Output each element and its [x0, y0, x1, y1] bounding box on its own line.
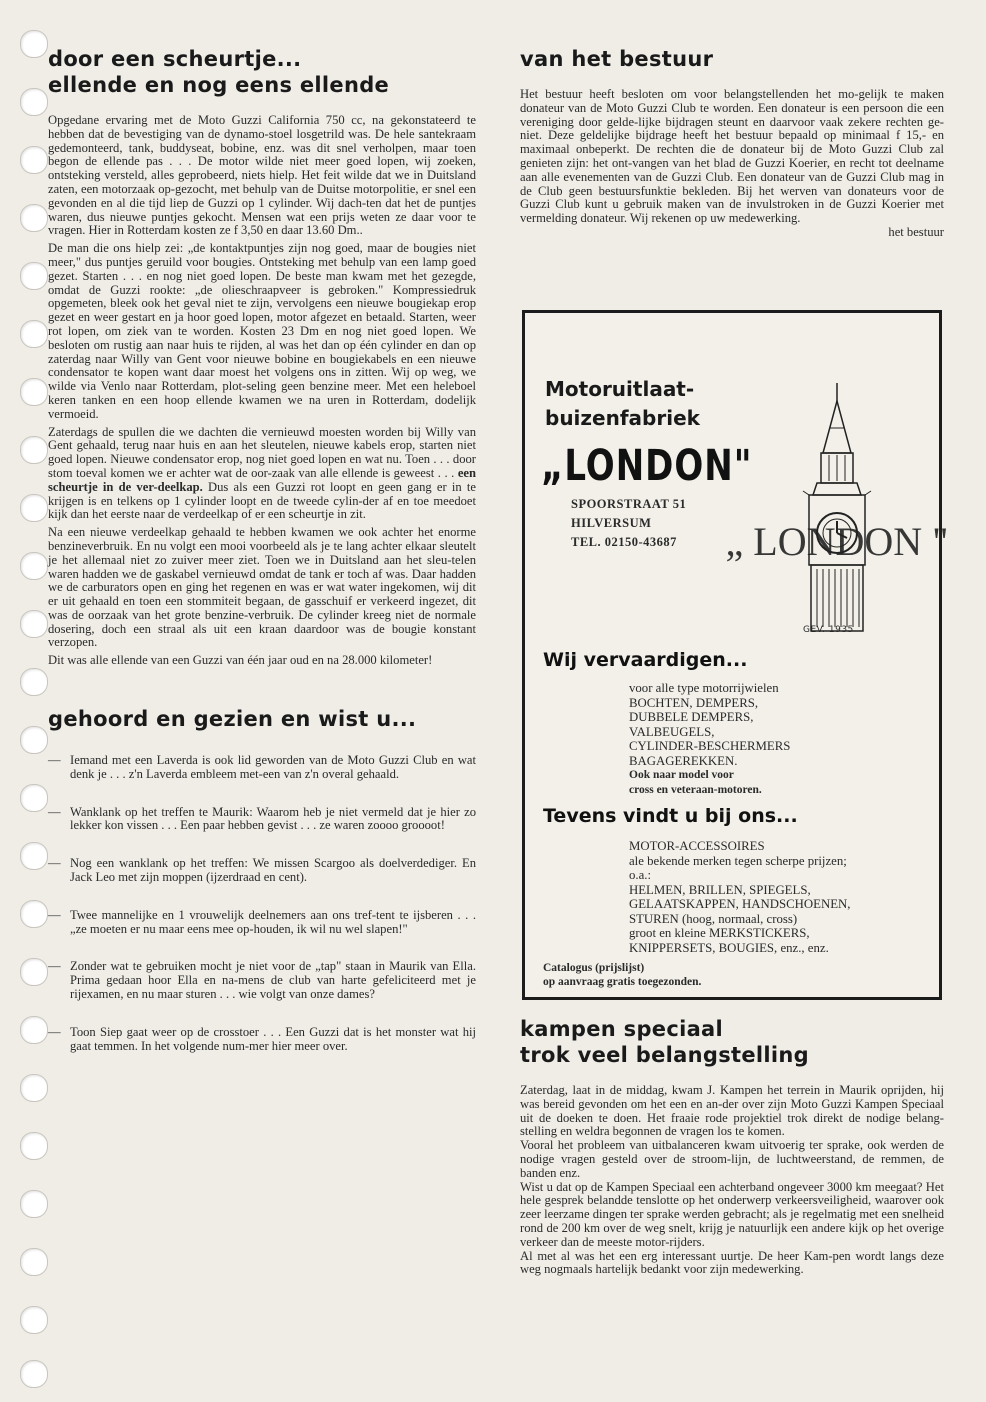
- title-line: ellende en nog eens ellende: [48, 73, 390, 97]
- paragraph: [48, 426, 476, 523]
- list-item: [48, 960, 476, 1001]
- binder-hole: [20, 610, 48, 638]
- list-item-text: Toon Siep gaat weer op de crosstoer . . . Een Guzzi dat is het monster wat hij gaat temmen. In het volgende num-mer hier meer over.: [70, 1024, 476, 1053]
- ad-list-line: o.a.:: [629, 868, 652, 882]
- binder-hole: [20, 958, 48, 986]
- binder-hole: [20, 88, 48, 116]
- list-item: [48, 806, 476, 834]
- article-kampen: [520, 1016, 944, 1277]
- paragraph: Dit was alle ellende van een Guzzi van één jaar oud en na 28.000 kilometer!: [48, 653, 433, 668]
- binder-hole: [20, 900, 48, 928]
- article-scheurtje-body: [48, 114, 476, 668]
- paragraph: Vooral het probleem van uitbalanceren kwam uitvoerig ter sprake, ook werden de nodige vragen gesteld over de stroom-lijn, de luchtweerstand, de remmen, de banden enz.: [520, 1138, 944, 1180]
- dash: —: [48, 907, 61, 922]
- article-bestuur-signature: het bestuur: [888, 224, 944, 239]
- article-kampen-body: [520, 1084, 944, 1277]
- binder-hole: [20, 842, 48, 870]
- ad-list-line: HELMEN, BRILLEN, SPIEGELS,: [629, 882, 811, 897]
- paragraph-text: Dus als een Guzzi rot loopt en geen gang er in te krijgen is en telkens op 1 cylinder loopt en de tweede cylin-der af en toe meedoet kijk dan het eerste naar de verdeelkap of er een scheurtje in zit.: [48, 479, 477, 522]
- dash: —: [48, 804, 61, 819]
- paragraph: Zaterdag, laat in de middag, kwam J. Kampen het terrein in Maurik oprijden, hij was bereid gevonden om het een en an-der over zijn Moto Guzzi Kampen Speciaal uit de doeken te doen. Het fraaie rode projektiel trok direkt de nodige belang-stelling en weldra begonnen de vragen los te komen.: [520, 1083, 944, 1139]
- binder-hole: [20, 552, 48, 580]
- binder-hole: [20, 320, 48, 348]
- ad-title-line: Motoruitlaat-: [545, 377, 695, 401]
- article-bestuur-title: van het bestuur: [520, 47, 714, 71]
- ad-list-line: DUBBELE DEMPERS,: [629, 710, 754, 724]
- paragraph: Opgedane ervaring met de Moto Guzzi California 750 cc, na gekonstateerd te hebben dat de bevestiging van de dynamo-stoel losgetrild was. De hele santekraam gedemonteerd, tank, buddyseat, bobine, enz. was dit snel verholpen, maar toen begon de ellende pas . . . De motor wilde niet meer goed lopen, wij zoeken, ontsteking versteld, alles geprobeerd, niets hielp. Het feit wilde dat we in Duitsland zaten, een motorzaak op-gezocht, met behulp van de Duitse motorpolitie, er snel een gevonden en al die tijd liep de Guzzi op 1 cylinder. Wij dach-ten dat het de puntjes waren, dus nieuwe puntjes gekocht. Mensen wat een prijs weten ze daar voor te vragen. Hier in Rotterdam kosten ze f 3,50 en daar 13.60 Dm..: [48, 113, 476, 238]
- logo-text: „ LONDON ": [725, 519, 949, 564]
- paragraph: Wist u dat op de Kampen Speciaal een achterband ongeveer 3000 km meegaat? Het hele gesprek belandde tenslotte op het onderwerp verkeersveiligheid, waarover ook zeer leerzame dingen ter sprake werden gebracht; als je regelmatig met een snelheid rond de 200 km over de weg snelt, krijg je natuurlijk een andere kijk op het overige verkeer dan de meeste motor-rijders.: [520, 1179, 944, 1249]
- binder-hole: [20, 1016, 48, 1044]
- ad-list-line: Ook naar model voor: [629, 769, 734, 781]
- ad-list-line: MOTOR-ACCESSOIRES: [629, 839, 765, 853]
- left-column: [48, 46, 476, 1077]
- list-item: [48, 857, 476, 885]
- ad-address: [571, 495, 686, 552]
- paragraph: Na een nieuwe verdeelkap gehaald te hebben kwamen we ook achter het enorme benzineverbruik. En nu volgt een mooi voorbeeld als je te lang achter elkaar sleutelt je het allemaal niet zo zuiver meer ziet. Toen we in Duitsland aan het sleu-telen waren hadden we de gaskabel vernieuwd omdat de tank er toch af was. Daar hadden we de carburators open en ging het regenen en was er wat water ingekomen, wij dit er uit gehaald en toen een stommiteit begaan, de gasschuif er verkeerd ingezet, dit was de oorzaak van het grote benzine-verbruik. De cylinder kreeg niet de normale dosering, doch een straal als uit een kraan daardoor was de bougie konstant verzopen.: [48, 525, 476, 650]
- ad-address-line: HILVERSUM: [571, 516, 652, 530]
- ad-list-line: BOCHTEN, DEMPERS,: [629, 695, 759, 710]
- dash: —: [48, 1024, 61, 1039]
- big-ben-logo-icon: [725, 383, 949, 643]
- binder-hole: [20, 1074, 48, 1102]
- list-item-text: Zonder wat te gebruiken mocht je niet voor de „tap" staan in Maurik van Ella. Prima gedaan hoor Ella en na-mens de club van harte gefeliciteerd met je rijexamen, en nu maar sturen . . . wie volgt van onze dames?: [70, 959, 476, 1002]
- binder-hole: [20, 784, 48, 812]
- ad-title: [545, 375, 765, 433]
- list-item-text: Nog een wanklank op het treffen: We missen Scargoo als doelverdediger. En Jack Leo met zijn moppen (ijzerdraad en cent).: [70, 856, 476, 885]
- article-scheurtje-title: [48, 46, 476, 98]
- gehoord-list: [48, 754, 476, 1053]
- ad-catalog-line: Catalogus (prijslijst): [543, 962, 645, 974]
- ad-title-line: buizenfabriek: [545, 406, 700, 430]
- binder-hole: [20, 378, 48, 406]
- article-bestuur-body: Het bestuur heeft besloten om voor belangstellenden het mo-gelijk te maken donateur van de Moto Guzzi Club te worden. Een donateur is een persoon die een vereniging door gelde-lijke bijdragen steunt en daarvoor vaak zekere rechten ge-niet. Deze geldelijke bijdrage heeft het bestuur bepaald op minimaal f 15,- en maximaal onbeperkt. De rechten die de donateur bij de Moto Guzzi Club zal genieten zijn: het ont-vangen van het blad de Guzzi Koerier, en recht tot deelname aan alle evenementen van de Guzzi Club. Een donateur van de Guzzi Club mag in de Club geen bestuursfunktie bekleden. Bij het werven van donateurs voor de Guzzi Club kunt u gebruik maken van de invulstroken in de Guzzi Koerier met vermelding donateur. Wij rekenen op uw medewerking.: [520, 87, 944, 226]
- ad-list-line: VALBEUGELS,: [629, 724, 715, 739]
- ad-catalog-line: op aanvraag gratis toegezonden.: [543, 976, 702, 988]
- title-line: trok veel belangstelling: [520, 1043, 809, 1067]
- binder-hole: [20, 262, 48, 290]
- london-advertisement: [522, 310, 949, 1000]
- binder-hole: [20, 436, 48, 464]
- dash: —: [48, 856, 61, 871]
- binder-hole: [20, 1306, 48, 1334]
- ad-accessories-list: [629, 839, 850, 955]
- ad-list-line: voor alle type motorrijwielen: [629, 681, 779, 695]
- list-item-text: Twee mannelijke en 1 vrouwelijk deelnemers aan ons tref-tent te ijsberen . . . „ze moeten er nu maar eens mee op-houden, ik wil nu wel slapen!": [70, 907, 476, 936]
- binder-hole: [20, 146, 48, 174]
- binder-hole: [20, 1132, 48, 1160]
- ad-list-line: BAGAGEREKKEN.: [629, 753, 738, 768]
- dash: —: [48, 753, 61, 768]
- ad-list-line: CYLINDER-BESCHERMERS: [629, 739, 791, 753]
- ad-address-line: TEL. 02150-43687: [571, 535, 677, 549]
- ad-list-line: cross en veteraan-motoren.: [629, 783, 762, 796]
- paragraph-text: Zaterdags de spullen die we dachten die vernieuwd moesten worden bij Willy van Gent gehaald, terug naar huis en aan het sleutelen, nieuwe kabels erop, starten niet goed lopen. Nieuwe condensator erop, nog niet goed lopen en wat nu. Toen . . . door stom toeval komen we er achter wat de oor-zaak van alle ellende is geweest . . .: [48, 424, 476, 480]
- right-column: [520, 46, 944, 240]
- ad-subheading-tevens: Tevens vindt u bij ons...: [543, 805, 798, 827]
- list-item: [48, 909, 476, 937]
- ad-list-line: ale bekende merken tegen scherpe prijzen;: [629, 853, 847, 868]
- ad-subheading-vervaardigen: Wij vervaardigen...: [543, 649, 748, 671]
- ad-list-line: GELAATSKAPPEN, HANDSCHOENEN,: [629, 897, 851, 911]
- binder-hole: [20, 1190, 48, 1218]
- list-item: [48, 1026, 476, 1054]
- article-gehoord-title: gehoord en gezien en wist u...: [48, 707, 417, 732]
- ad-catalog-note: [543, 961, 701, 989]
- binder-hole: [20, 204, 48, 232]
- paragraph: Al met al was het een erg interessant uurtje. De heer Kam-pen wordt langs deze weg nogmaals hartelijk bedankt voor zijn medewerking.: [520, 1248, 944, 1277]
- title-line: kampen speciaal: [520, 1017, 724, 1041]
- ad-list-line: groot en kleine MERKSTICKERS,: [629, 926, 810, 940]
- ad-logo-year: GEV. 1935: [803, 625, 854, 635]
- list-item-text: Wanklank op het treffen te Maurik: Waarom heb je niet vermeld dat je hier zo lekker kon vissen . . . Een paar hebben gevist . . . ze waren zoooo groooot!: [70, 804, 476, 833]
- binder-hole: [20, 494, 48, 522]
- ad-list-line: KNIPPERSETS, BOUGIES, enz., enz.: [629, 940, 829, 955]
- binder-hole: [20, 30, 48, 58]
- ad-brand: „LONDON": [541, 441, 753, 491]
- paragraph-emphasis: een scheurtje in de ver-deelkap.: [48, 465, 476, 494]
- binder-hole: [20, 1248, 48, 1276]
- binder-hole: [20, 668, 48, 696]
- ad-list-line: STUREN (hoog, normaal, cross): [629, 911, 798, 926]
- paragraph: De man die ons hielp zei: „de kontaktpuntjes zijn nog goed, maar de bougies niet meer," dus puntjes geruild voor bougies. Ontsteking met behulp van een lamp goed gezet. Starten . . . en nog niet goed lopen. De beste man kwam met het gezegde, omdat de Guzzi rookte: „de olieschraapveer is gebroken." Kompressiedruk opgemeten, bleek ook het geval niet te zijn, vervolgens een nieuwe bougiekap erop gezet en weer gestart en ja hoor goed lopen, motor afgezet en betaald. Starten, weer rot lopen, om ziek van te worden. Kosten 23 Dm en nog niet goed lopen. We besloten om rustig aan naar huis te rijden, al was het dan op één cylinder en dan op zaterdag naar Willy van Gent voor nieuwe bobine en bougiekabels en een nieuwe condensator te kopen want daar moest het volgens ons in zitten. Wij op weg, we wilde via Venlo naar Rotterdam, plot-seling geen benzine meer. Met een heleboel keren tanken en een hoop ellende kwamen we na uren in Rotterdam, dodelijk vermoeid.: [48, 241, 476, 421]
- title-line: door een scheurtje...: [48, 47, 302, 71]
- binder-hole: [20, 726, 48, 754]
- list-item: [48, 754, 476, 782]
- dash: —: [48, 959, 61, 974]
- list-item-text: Iemand met een Laverda is ook lid geworden van de Moto Guzzi Club en wat denk je . . . z'n Laverda embleem met-een van z'n overal gehaald.: [70, 753, 476, 781]
- binder-hole: [20, 1360, 48, 1388]
- article-kampen-title: [520, 1016, 944, 1068]
- ad-address-line: SPOORSTRAAT 51: [571, 497, 687, 511]
- ad-product-list: [629, 681, 790, 797]
